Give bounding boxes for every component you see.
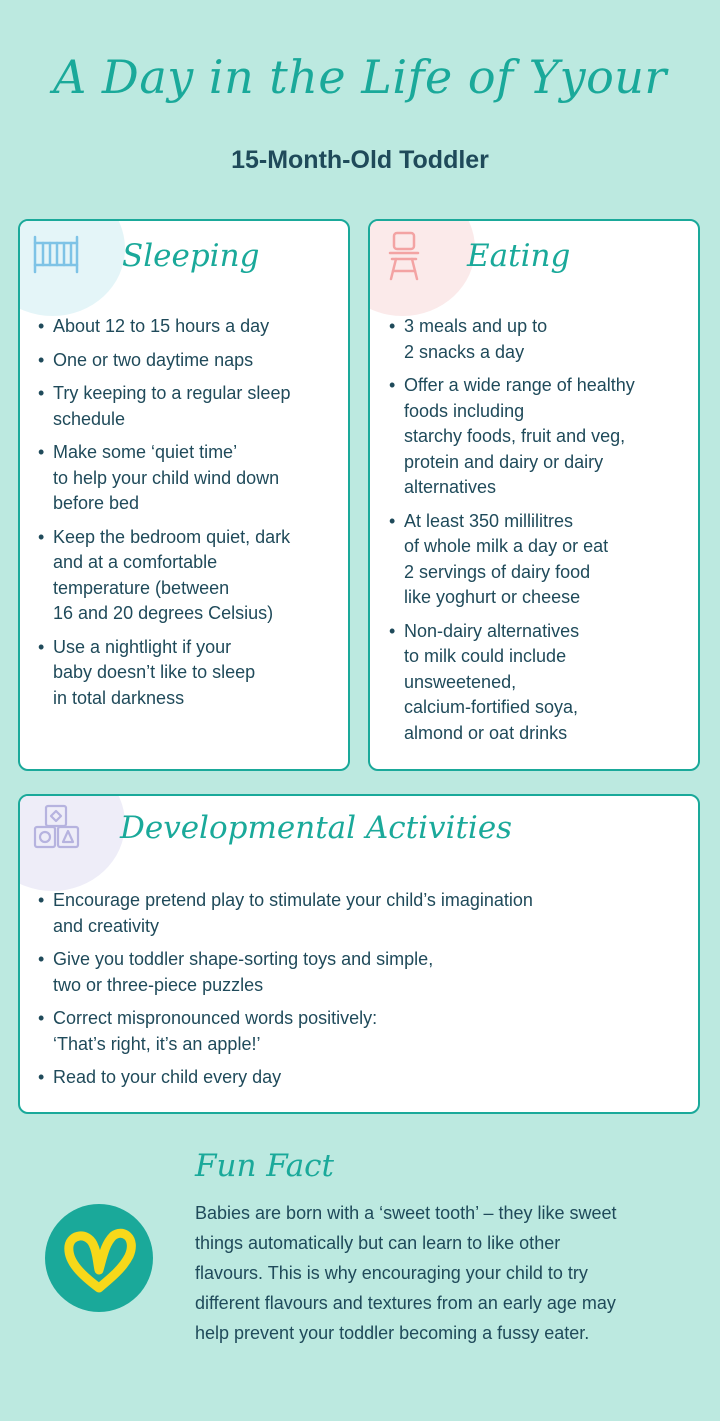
sleeping-title: Sleeping bbox=[122, 238, 260, 274]
bullet-item: • Read to your child every day bbox=[38, 1065, 688, 1091]
heart-logo-icon bbox=[45, 1204, 153, 1312]
toy-blocks-icon bbox=[32, 804, 82, 855]
eating-card bbox=[368, 219, 700, 771]
fun-fact-line: things automatically but can learn to like other bbox=[195, 1233, 561, 1253]
bullet-item: • Offer a wide range of healthy foods including starchy foods, fruit and veg, protein and dairy or dairy alternatives bbox=[389, 373, 699, 501]
bullet-item: • Encourage pretend play to stimulate your child’s imagination and creativity bbox=[38, 888, 688, 939]
development-card bbox=[18, 794, 700, 1114]
development-list bbox=[38, 888, 688, 1099]
decorative-blob bbox=[368, 219, 475, 316]
fun-fact-line: different flavours and textures from an early age may bbox=[195, 1293, 616, 1313]
fun-fact-title: Fun Fact bbox=[195, 1148, 335, 1184]
bullet-item: • Non-dairy alternatives to milk could include unsweetened, calcium-fortified soya, almond or oat drinks bbox=[389, 619, 699, 747]
fun-fact-line: Babies are born with a ‘sweet tooth’ – they like sweet bbox=[195, 1203, 617, 1223]
page-subtitle: 15-Month-Old Toddler bbox=[231, 146, 489, 174]
sleeping-card bbox=[18, 219, 350, 771]
bullet-item: • About 12 to 15 hours a day bbox=[38, 314, 348, 340]
eating-list bbox=[389, 314, 699, 754]
fun-fact-line: help prevent your toddler becoming a fussy eater. bbox=[195, 1323, 590, 1343]
bullet-item: • Use a nightlight if your baby doesn’t like to sleep in total darkness bbox=[38, 635, 348, 712]
development-title: Developmental Activities bbox=[120, 810, 513, 846]
high-chair-icon bbox=[387, 231, 421, 286]
page-title: A Day in the Life of Yyour bbox=[53, 50, 667, 104]
bullet-item: • One or two daytime naps bbox=[38, 348, 348, 374]
bullet-item: • Give you toddler shape-sorting toys and simple, two or three-piece puzzles bbox=[38, 947, 688, 998]
sleeping-list bbox=[38, 314, 348, 719]
eating-title: Eating bbox=[467, 238, 571, 274]
bullet-item: • 3 meals and up to 2 snacks a day bbox=[389, 314, 699, 365]
bullet-item: • Correct mispronounced words positively: ‘That’s right, it’s an apple!’ bbox=[38, 1006, 688, 1057]
logo-circle bbox=[45, 1204, 153, 1312]
fun-fact-line: flavours. This is why encouraging your child to try bbox=[195, 1263, 588, 1283]
bullet-item: • Try keeping to a regular sleep schedule bbox=[38, 381, 348, 432]
bullet-item: • Make some ‘quiet time’ to help your child wind down before bed bbox=[38, 440, 348, 517]
crib-icon bbox=[32, 235, 80, 280]
bullet-item: • Keep the bedroom quiet, dark and at a comfortable temperature (between 16 and 20 degrees Celsius) bbox=[38, 525, 348, 627]
bullet-item: • At least 350 millilitres of whole milk a day or eat 2 servings of dairy food like yoghurt or cheese bbox=[389, 509, 699, 611]
fun-fact-text bbox=[195, 1198, 695, 1348]
